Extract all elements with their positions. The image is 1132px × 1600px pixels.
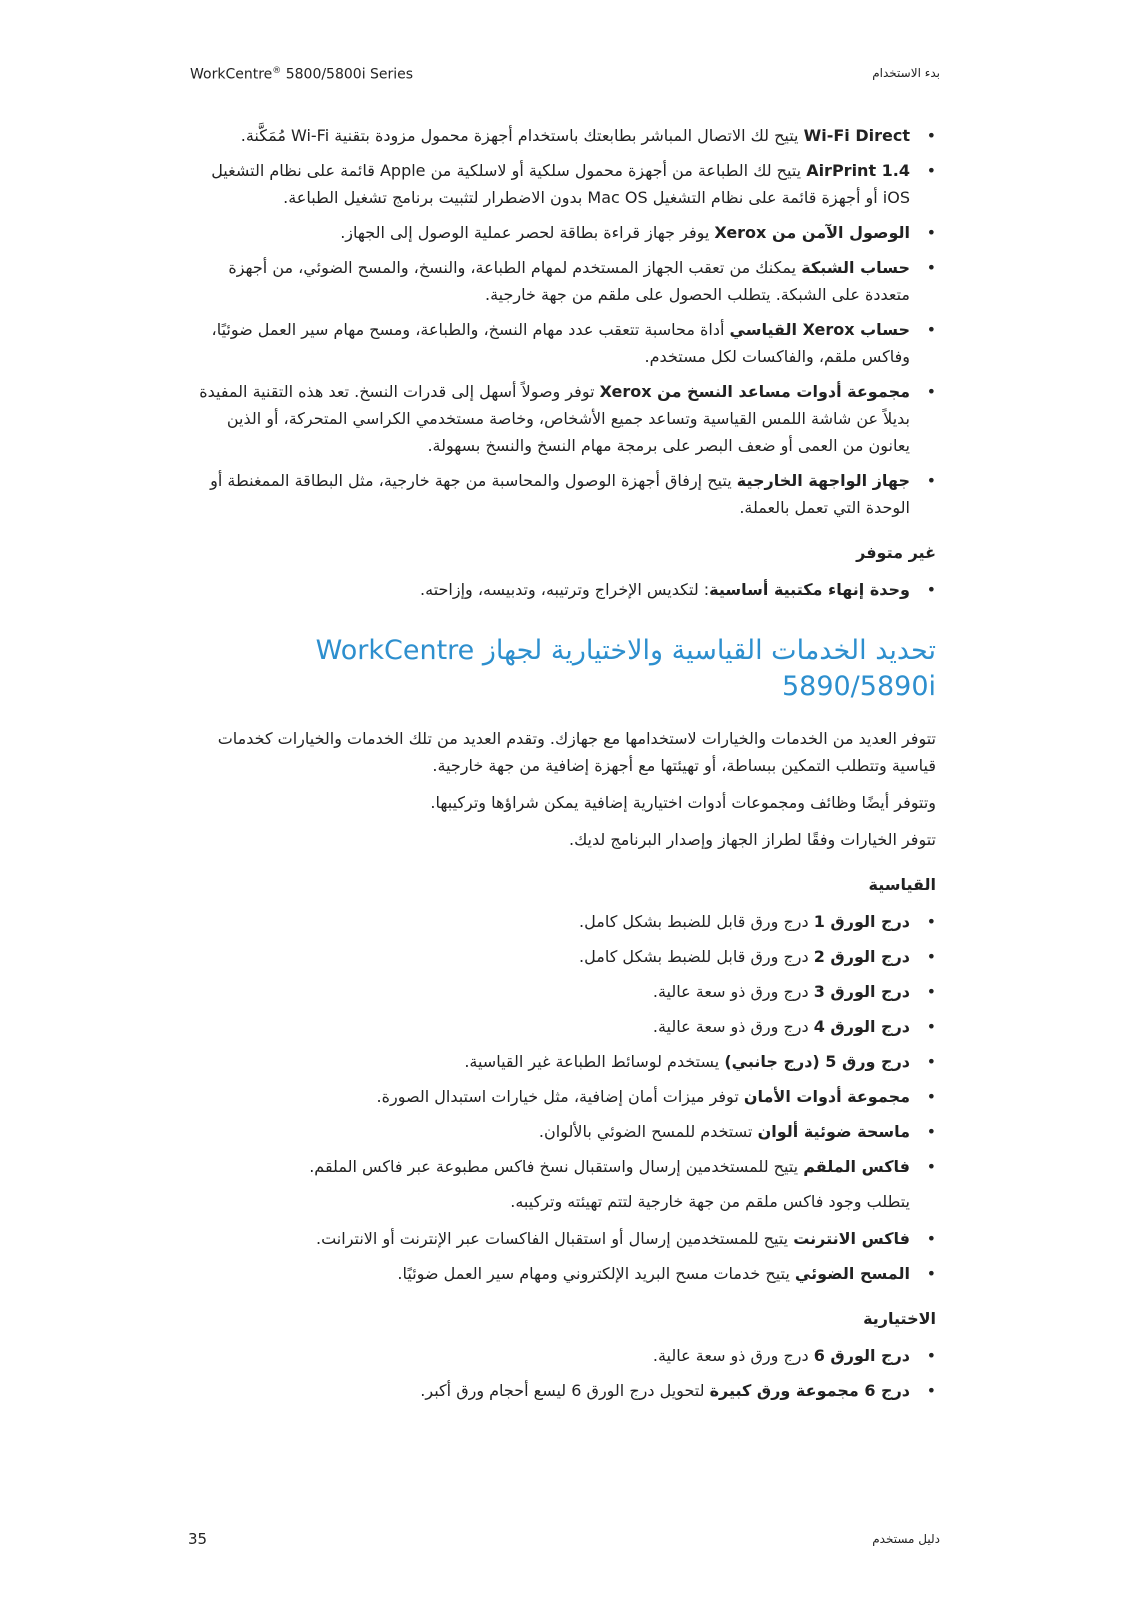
list-item: • الوصول الآمن من Xerox يوفر جهاز قراءة بطاقة لحصر عملية الوصول إلى الجهاز. xyxy=(186,219,936,246)
standard-list xyxy=(186,908,936,1180)
page-number: 35 xyxy=(188,1530,208,1548)
paragraph: وتتوفر أيضًا وظائف ومجموعات أدوات اختيارية إضافية يمكن شراؤها وتركيبها. xyxy=(430,793,936,812)
list-item: • درج الورق 4 درج ورق ذو سعة عالية. xyxy=(186,1013,936,1040)
footer-guide-title: دليل مستخدم xyxy=(872,1532,940,1546)
section-title: تحديد الخدمات القياسية والاختيارية لجهاز WorkCentre 5890/5890i xyxy=(315,635,936,702)
page-content xyxy=(186,122,936,1412)
unavailable-heading: غير متوفر xyxy=(856,543,936,562)
standard-list-continued xyxy=(186,1225,936,1287)
list-item: • درج ورق 5 (درج جانبي) يستخدم لوسائط الطباعة غير القياسية. xyxy=(186,1048,936,1075)
list-item: • درج 6 مجموعة ورق كبيرة لتحويل درج الورق 6 ليسع أحجام ورق أكبر. xyxy=(186,1377,936,1404)
list-item: • مجموعة أدوات الأمان توفر ميزات أمان إضافية، مثل خيارات استبدال الصورة. xyxy=(186,1083,936,1110)
running-header-product: WorkCentre® 5800/5800i Series xyxy=(190,66,414,83)
running-header-section: بدء الاستخدام xyxy=(872,66,940,80)
list-item: • AirPrint 1.4 يتيح لك الطباعة من أجهزة محمول سلكية أو لاسلكية من Apple قائمة على نظام التشغيل iOS أو أجهزة قائمة على نظام التشغيل Mac OS بدون الاضطرار لتثبيت برنامج تشغيل الطباعة. xyxy=(186,157,936,211)
list-item: • فاكس الانترنت يتيح للمستخدمين إرسال أو استقبال الفاكسات عبر الإنترنت أو الانترانت. xyxy=(186,1225,936,1252)
list-item: • جهاز الواجهة الخارجية يتيح إرفاق أجهزة الوصول والمحاسبة من جهة خارجية، مثل البطاقة الممغنطة أو الوحدة التي تعمل بالعملة. xyxy=(186,467,936,521)
list-item: • درج الورق 2 درج ورق قابل للضبط بشكل كامل. xyxy=(186,943,936,970)
optional-heading: الاختيارية xyxy=(863,1309,936,1328)
list-item: • درج الورق 1 درج ورق قابل للضبط بشكل كامل. xyxy=(186,908,936,935)
list-item: • Wi-Fi Direct يتيح لك الاتصال المباشر بطابعتك باستخدام أجهزة محمول مزودة بتقنية Wi-Fi مُمَكَّنة. xyxy=(186,122,936,149)
list-item: • درج الورق 3 درج ورق ذو سعة عالية. xyxy=(186,978,936,1005)
optional-list xyxy=(186,1342,936,1404)
unavailable-list xyxy=(186,576,936,603)
list-item: • فاكس الملقم يتيح للمستخدمين إرسال واستقبال نسخ فاكس مطبوعة عبر فاكس الملقم. xyxy=(186,1153,936,1180)
list-item: • ماسحة ضوئية ألوان تستخدم للمسح الضوئي بالألوان. xyxy=(186,1118,936,1145)
list-item: • حساب Xerox القياسي أداة محاسبة تتعقب عدد مهام النسخ، والطباعة، ومسح مهام سير العمل ضوئيًا، وفاكس ملقم، والفاكسات لكل مستخدم. xyxy=(186,316,936,370)
list-item: • وحدة إنهاء مكتبية أساسية: لتكديس الإخراج وترتيبه، وتدبيسه، وإزاحته. xyxy=(186,576,936,603)
paragraph: تتوفر العديد من الخدمات والخيارات لاستخدامها مع جهازك. وتقدم العديد من تلك الخدمات والخيارات كخدمات قياسية وتتطلب التمكين ببساطة، أو تهيئتها مع أجهزة إضافية من جهة خارجية. xyxy=(217,729,936,775)
paragraph: تتوفر الخيارات وفقًا لطراز الجهاز وإصدار البرنامج لديك. xyxy=(568,830,936,849)
server-fax-note: يتطلب وجود فاكس ملقم من جهة خارجية لتتم تهيئته وتركيبه. xyxy=(510,1192,910,1211)
list-item: • المسح الضوئي يتيح خدمات مسح البريد الإلكتروني ومهام سير العمل ضوئيًا. xyxy=(186,1260,936,1287)
list-item: • مجموعة أدوات مساعد النسخ من Xerox توفر وصولاً أسهل إلى قدرات النسخ. تعد هذه التقنية المفيدة بديلاً عن شاشة اللمس القياسية وتساعد جميع الأشخاص، وخاصة مستخدمي الكراسي المتحركة، أو الذين يعانون من العمى أو ضعف البصر على برمجة مهام النسخ والنسخ بسهولة. xyxy=(186,378,936,459)
standard-heading: القياسية xyxy=(868,875,936,894)
list-item: • درج الورق 6 درج ورق ذو سعة عالية. xyxy=(186,1342,936,1369)
feature-list xyxy=(186,122,936,521)
list-item: • حساب الشبكة يمكنك من تعقب الجهاز المستخدم لمهام الطباعة، والنسخ، والمسح الضوئي، من أجهزة متعددة على الشبكة. يتطلب الحصول على ملقم من جهة خارجية. xyxy=(186,254,936,308)
